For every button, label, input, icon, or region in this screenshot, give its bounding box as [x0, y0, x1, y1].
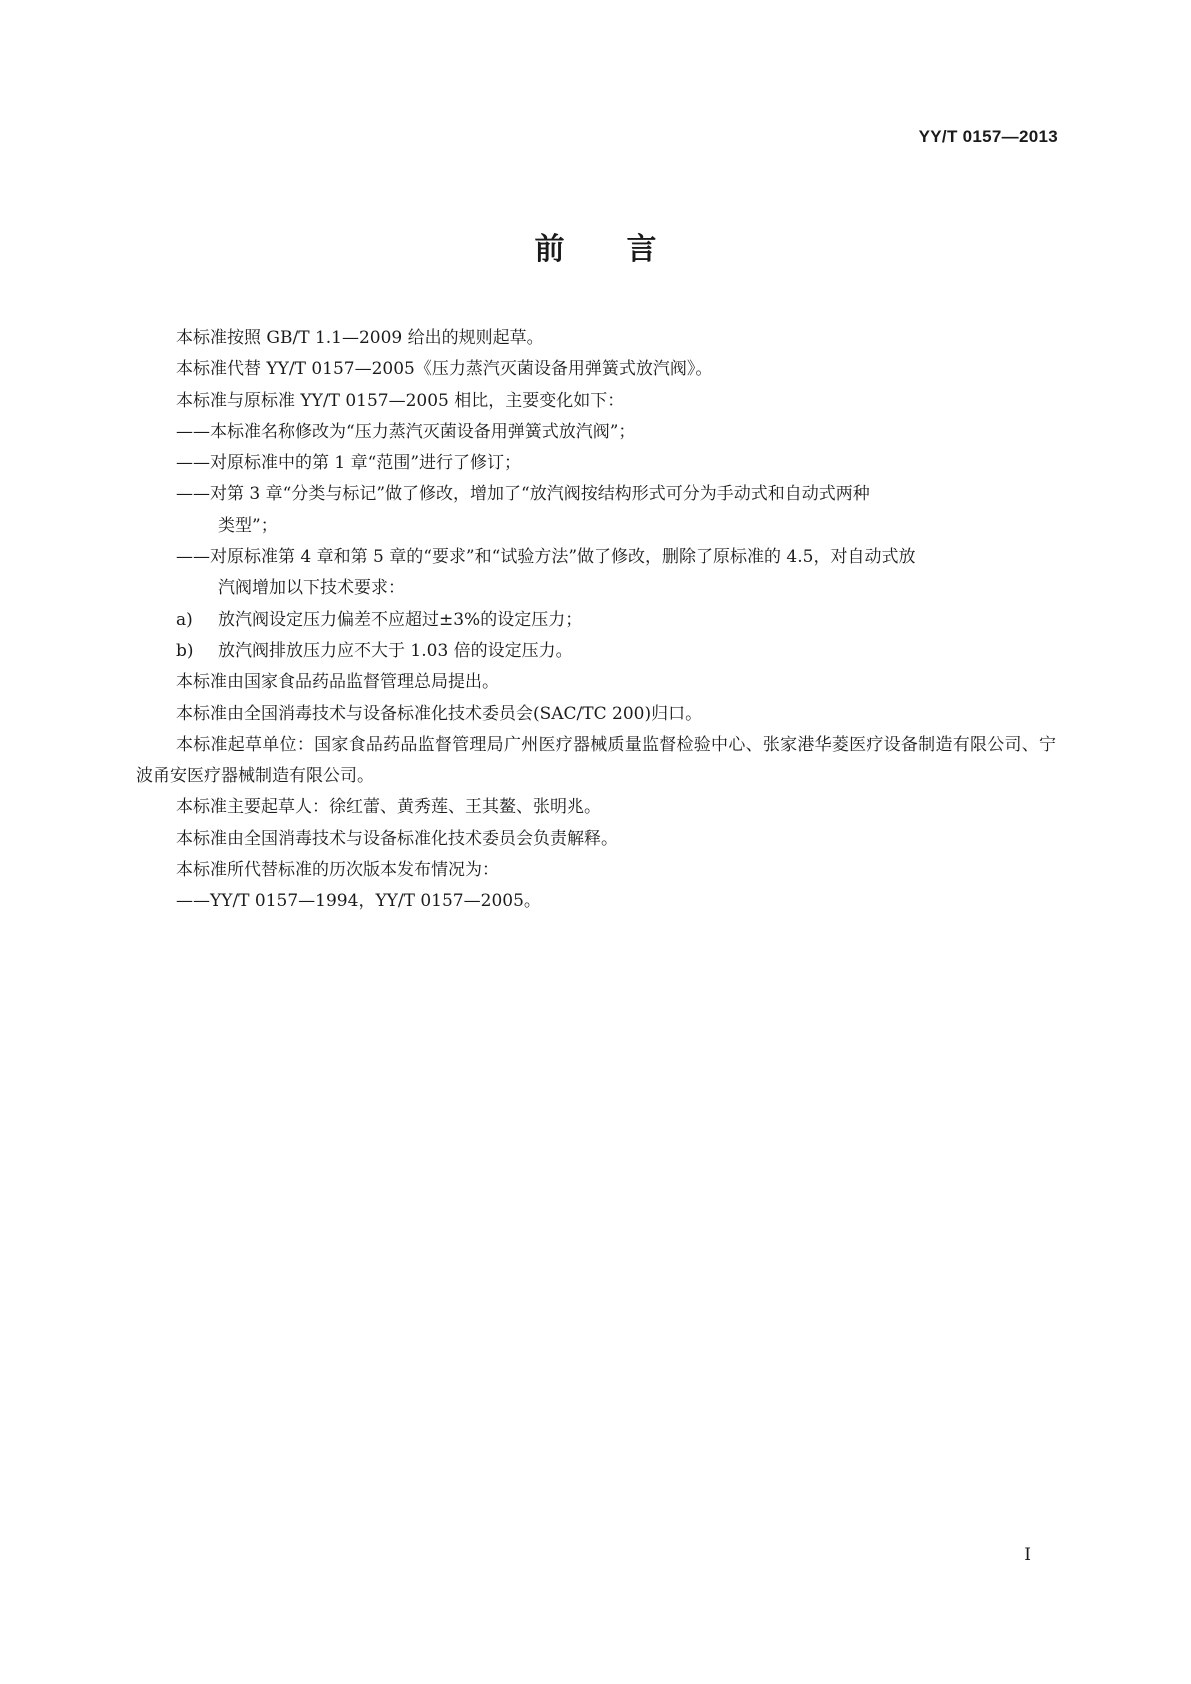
change-item-1: ——本标准名称修改为“压力蒸汽灭菌设备用弹簧式放汽阀”；	[176, 421, 636, 442]
paragraph-proposed-by: 本标准由国家食品药品监督管理总局提出。	[176, 672, 499, 693]
paragraph-drafters: 本标准主要起草人：徐红蕾、黄秀莲、王其鳌、张明兆。	[176, 797, 601, 818]
requirement-item-b-text: 放汽阀排放压力应不大于 1.03 倍的设定压力。	[218, 640, 573, 661]
paragraph-interpretation: 本标准由全国消毒技术与设备标准化技术委员会负责解释。	[176, 828, 618, 849]
change-item-3-line-1: ——对第 3 章“分类与标记”做了修改，增加了“放汽阀按结构形式可分为手动式和自动式两种	[176, 484, 870, 505]
change-item-4-line-1: ——对原标准第 4 章和第 5 章的“要求”和“试验方法”做了修改，删除了原标准的 4.5，对自动式放	[176, 547, 916, 568]
paragraph-replaces: 本标准代替 YY/T 0157—2005《压力蒸汽灭菌设备用弹簧式放汽阀》。	[176, 359, 713, 380]
change-item-4	[136, 542, 1056, 605]
change-item-2: ——对原标准中的第 1 章“范围”进行了修订；	[176, 453, 522, 474]
requirement-item-b	[136, 636, 1056, 667]
foreword-body	[136, 323, 1056, 918]
paragraph-drafting-rules: 本标准按照 GB/T 1.1—2009 给出的规则起草。	[176, 328, 544, 348]
title-char-2: 言	[626, 232, 657, 267]
standard-number: YY/T 0157—2013	[918, 127, 1058, 146]
paragraph-changes-intro: 本标准与原标准 YY/T 0157—2005 相比，主要变化如下：	[176, 390, 625, 411]
title-char-1: 前	[534, 232, 565, 267]
page-number: I	[1024, 1545, 1031, 1565]
page-title	[0, 224, 1191, 268]
change-item-3	[136, 479, 1056, 542]
requirement-item-a-text: 放汽阀设定压力偏差不应超过±3%的设定压力；	[218, 609, 583, 630]
history-versions: ——YY/T 0157—1994，YY/T 0157—2005。	[176, 891, 541, 912]
paragraph-centralized-by: 本标准由全国消毒技术与设备标准化技术委员会(SAC/TC 200)归口。	[176, 703, 703, 724]
paragraph-drafting-units: 本标准起草单位：国家食品药品监督管理局广州医疗器械质量监督检验中心、张家港华菱医疗设备制造有限公司、宁波甬安医疗器械制造有限公司。	[136, 734, 1056, 787]
requirement-item-b-label: b)	[176, 640, 194, 661]
change-item-3-line-2: 类型”；	[218, 515, 278, 536]
paragraph-history-intro: 本标准所代替标准的历次版本发布情况为：	[176, 860, 499, 881]
change-item-4-line-2: 汽阀增加以下技术要求：	[218, 578, 405, 599]
requirement-item-a	[136, 605, 1056, 636]
requirement-item-a-label: a)	[176, 609, 193, 630]
